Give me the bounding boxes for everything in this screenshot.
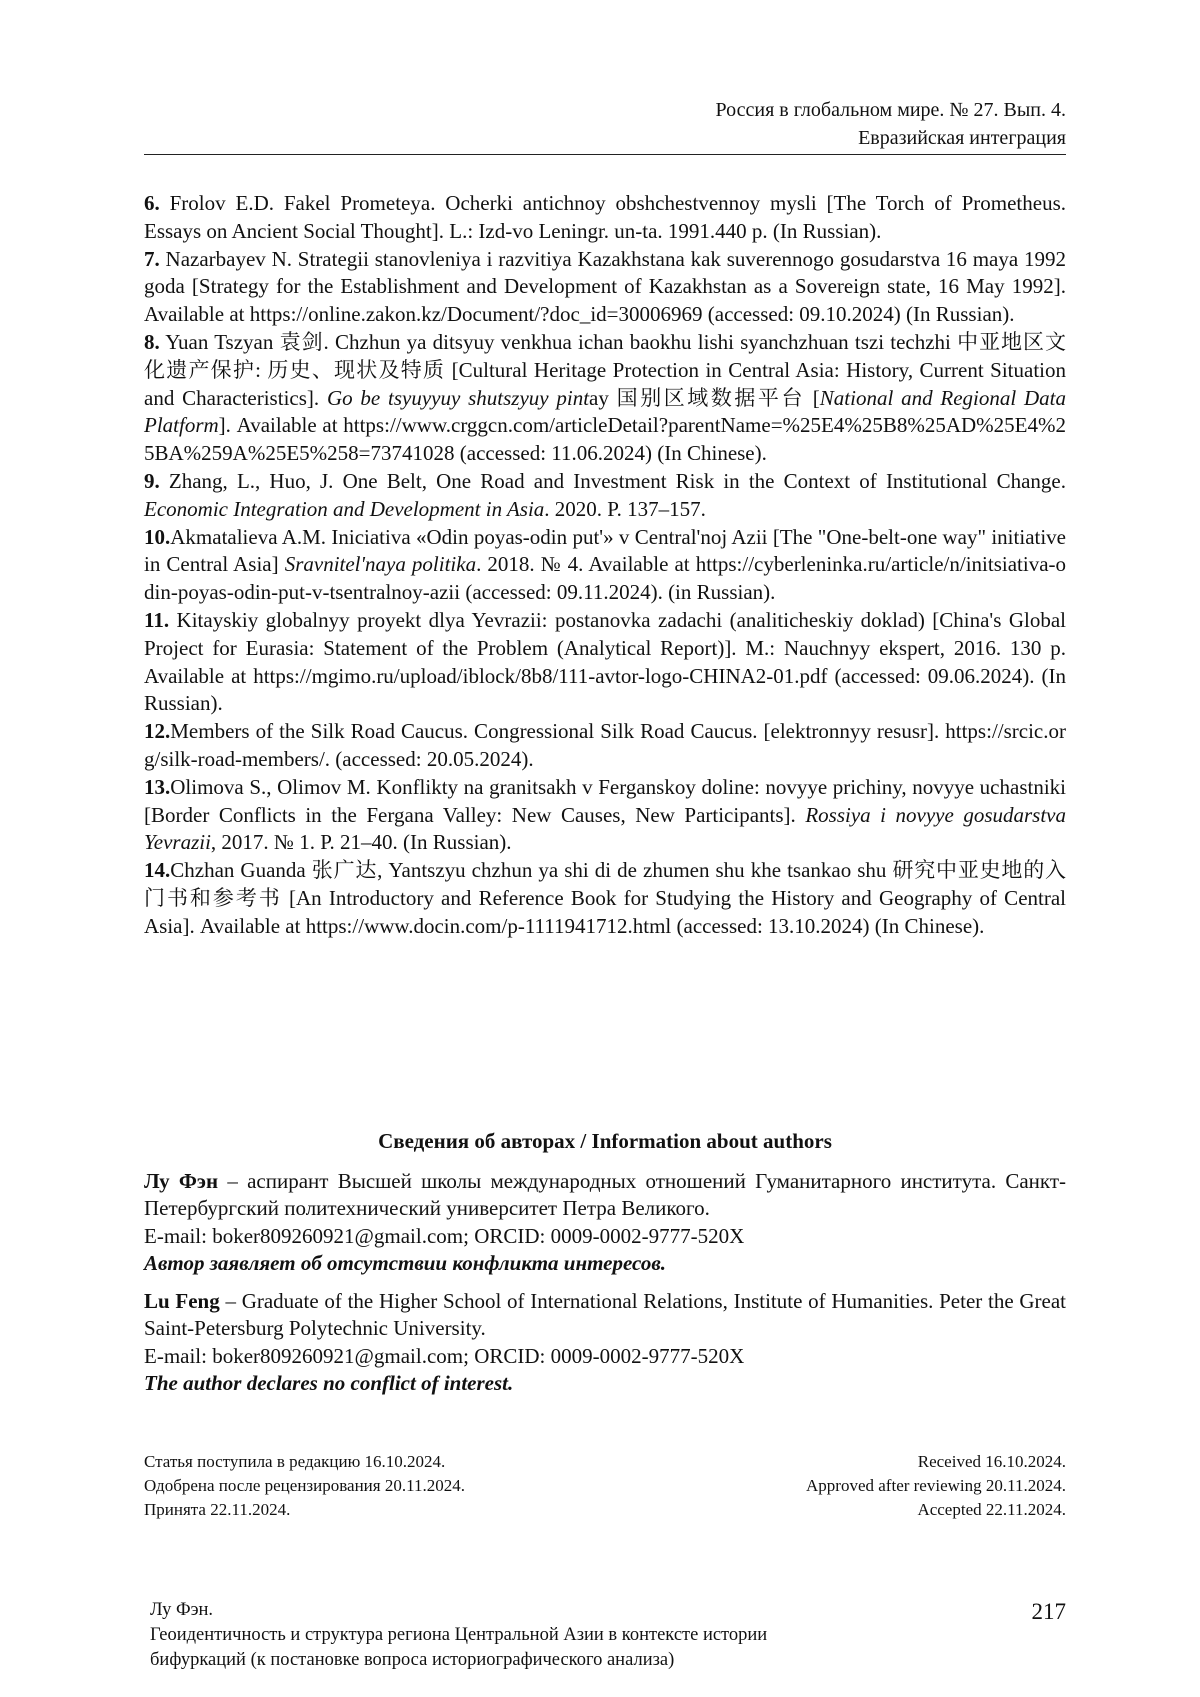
reference-number: 13. [144, 774, 171, 799]
conflict-statement-ru: Автор заявляет об отсутствии конфликта интересов. [144, 1251, 666, 1275]
reference-text: ]. Available at [218, 413, 344, 438]
date-accepted-en: Accepted 22.11.2024. [917, 1500, 1066, 1519]
reference-number: 11. [144, 607, 170, 632]
reference-item [144, 246, 1066, 329]
reference-source-title: Economic Integration and Development in Asia [144, 496, 545, 521]
reference-item [144, 718, 1066, 774]
reference-text: . 2018. № 4. Available at [476, 552, 696, 577]
reference-number: 12. [144, 719, 171, 744]
reference-source-title: Rossiya i novyye gosudarstva Yevrazii [144, 802, 1066, 855]
reference-url[interactable]: https://www.docin.com/p-1111941712.html [305, 913, 672, 938]
header-divider [144, 154, 1066, 155]
reference-source-title: Sravnitel'naya politika [284, 552, 477, 577]
author-description-en [144, 1288, 1066, 1343]
reference-text: . (accessed: 20.05.2024). [324, 746, 534, 771]
author-contact-en: E-mail: boker809260921@gmail.com; ORCID: 0009-0002-9777-520X [144, 1343, 745, 1368]
article-dates [144, 1450, 1066, 1522]
journal-section: Евразийская интеграция [858, 127, 1066, 149]
reference-number: 9. [144, 468, 160, 493]
reference-text: Yuan Tszyan 袁剑. Chzhun ya ditsyuy venkhua ichan baokhu lishi syanchzhuan tszi techzhi 中亚地区文化遗产保护: 历史、现状及特质 [Cultural Heritage Protection in Central Asia: History, Current Situation and Characteristics]. [144, 329, 1066, 410]
reference-item [144, 857, 1066, 940]
authors-info [144, 1128, 1066, 1408]
conflict-statement-en: The author declares no conflict of interest. [144, 1371, 514, 1395]
author-name-en: Lu Feng [144, 1288, 220, 1313]
date-received [144, 1450, 1066, 1474]
authors-heading: Сведения об авторах / Information about authors [378, 1129, 832, 1153]
reference-text: (accessed: 09.10.2024) (In Russian). [702, 302, 1015, 327]
reference-number: 6. [144, 191, 160, 215]
footer-title-line-2: бифуркаций (к постановке вопроса историографического анализа) [150, 1650, 675, 1670]
reference-item [144, 524, 1066, 607]
reference-number: 8. [144, 329, 160, 354]
reference-text: ay 国别区域数据平台 [ [589, 385, 820, 410]
reference-text: , 2017. № 1. P. 21–40. (In Russian). [210, 830, 512, 855]
author-info-en [144, 1288, 1066, 1398]
date-approved [144, 1474, 1066, 1498]
reference-number: 14. [144, 858, 171, 883]
reference-url[interactable]: https://mgimo.ru/upload/iblock/8b8/111-avtor-logo-CHINA2-01.pdf [253, 663, 828, 688]
reference-text: Frolov E.D. Fakel Prometeya. Ocherki antichnoy obshchestvennoy mysli [The Torch of Prometheus. Essays on Ancient Social Thought]. L.: Izd-vo Leningr. un-ta. 1991.440 p. (In Russian). [144, 191, 1066, 243]
reference-url[interactable]: https://srcic.org/silk-road-members/ [144, 719, 1066, 771]
reference-text: Zhang, L., Huo, J. One Belt, One Road and Investment Risk in the Context of Institutional Change. [159, 468, 1066, 493]
reference-source-title: Go be tsyuyyuy shutszyuy pint [326, 385, 590, 410]
reference-text: Akmatalieva A.M. Iniciativa «Odin poyas-odin put'» v Central'noj Azii [The "One-belt-one way" initiative in Central Asia] [144, 524, 1066, 577]
author-name-ru: Лу Фэн [144, 1168, 219, 1193]
date-received-ru: Статья поступила в редакцию 16.10.2024. [144, 1452, 446, 1471]
author-description-ru [144, 1168, 1066, 1223]
reference-text: . 2020. P. 137–157. [544, 496, 706, 521]
footer-title-line-1: Геоидентичность и структура региона Центральной Азии в контексте истории [150, 1625, 768, 1645]
reference-text: Members of the Silk Road Caucus. Congressional Silk Road Caucus. [elektronnyy resusr]. [170, 719, 946, 744]
reference-text: (accessed: 11.06.2024) (In Chinese). [454, 441, 767, 466]
reference-url[interactable]: https://online.zakon.kz/Document/?doc_id=30006969 [249, 302, 703, 327]
reference-item [144, 607, 1066, 718]
date-approved-ru: Одобрена после рецензирования 20.11.2024. [144, 1476, 465, 1495]
reference-item [144, 190, 1066, 246]
reference-text: Chzhan Guanda 张广达, Yantszyu chzhun ya shi di de zhumen shu khe tsankao shu 研究中亚史地的入门书和参考书 [An Introductory and Reference Book for Studying the History and Geography of Central Asia]. Available at [144, 858, 1066, 938]
reference-item [144, 774, 1066, 857]
reference-item [144, 329, 1066, 468]
date-accepted-ru: Принята 22.11.2024. [144, 1500, 291, 1519]
reference-source-title: National and Regional Data Platform [144, 385, 1066, 438]
page-number: 217 [1031, 1599, 1066, 1624]
author-affiliation-en: – Graduate of the Higher School of International Relations, Institute of Humanities. Peter the Great Saint-Petersburg Polytechnic University. [144, 1288, 1067, 1340]
reference-text: Nazarbayev N. Strategii stanovleniya i razvitiya Kazakhstana kak suverennogo gosudarstva 16 maya 1992 goda [Strategy for the Establishment and Development of Kazakhstan as a Sovereign state, 16 May 1992]. Available at [144, 246, 1066, 327]
reference-text: Kitayskiy globalnyy proyekt dlya Yevrazii: postanovka zadachi (analiticheskiy doklad) [China's Global Project for Eurasia: Statement of the Problem (Analytical Report)]. M.: Nauchnyy ekspert, 2016. 130 p. Available at [144, 607, 1066, 688]
reference-url[interactable]: https://cyberleninka.ru/article/n/initsiativa-odin-poyas-odin-put-v-tsentralnoy-azii [144, 552, 1067, 605]
date-accepted [144, 1498, 1066, 1522]
reference-number: 7. [144, 246, 160, 271]
author-contact-ru: E-mail: boker809260921@gmail.com; ORCID: 0009-0002-9777-520X [144, 1223, 745, 1248]
reference-item [144, 468, 1066, 524]
reference-text: Olimova S., Olimov M. Konflikty na granitsakh v Ferganskoy doline: novyye prichiny, novyye uchastniki [Border Conflicts in the Fergana Valley: New Causes, New Participants]. [144, 774, 1066, 827]
reference-url[interactable]: https://www.crggcn.com/articleDetail?parentName=%25E4%25B8%25AD%25E4%25BA%259A%25E5%258=73741028 [144, 413, 1066, 466]
footer-author: Лу Фэн. [150, 1600, 214, 1620]
journal-issue: Россия в глобальном мире. № 27. Вып. 4. [715, 99, 1066, 121]
reference-text: (accessed: 09.06.2024). (In Russian). [144, 663, 1066, 716]
reference-text: (accessed: 09.11.2024). (in Russian). [460, 580, 776, 605]
author-info-ru [144, 1168, 1066, 1278]
running-footer [150, 1598, 930, 1673]
author-affiliation-ru: – аспирант Высшей школы международных отношений Гуманитарного института. Санкт-Петербургский политехнический университет Петра Великого. [144, 1168, 1066, 1220]
reference-number: 10. [144, 524, 171, 549]
running-header [144, 96, 1066, 152]
reference-list [144, 190, 1066, 941]
reference-text: (accessed: 13.10.2024) (In Chinese). [671, 913, 985, 938]
date-received-en: Received 16.10.2024. [917, 1452, 1066, 1471]
date-approved-en: Approved after reviewing 20.11.2024. [806, 1476, 1066, 1495]
